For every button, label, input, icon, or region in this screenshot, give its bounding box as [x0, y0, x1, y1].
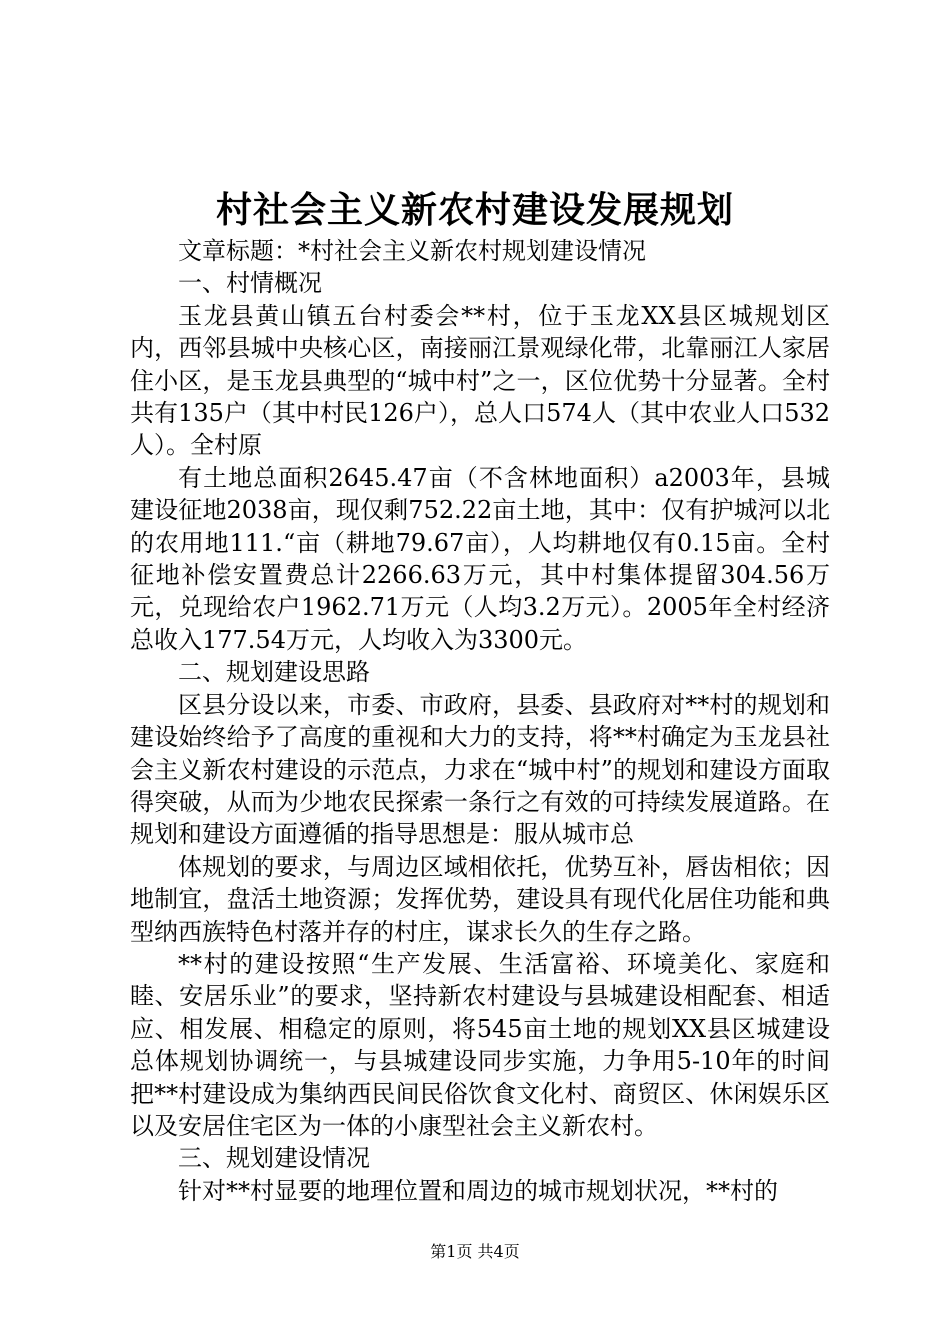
- heading-village-overview: 一、村情概况: [178, 269, 322, 298]
- paragraph-article-title: 文章标题：*村社会主义新农村规划建设情况: [178, 237, 646, 265]
- document-body: [130, 235, 830, 1207]
- paragraph-village-location: 玉龙县黄山镇五台村委会**村，位于玉龙XX县区城规划区内，西邻县城中央核心区，南接丽江景观绿化带，北靠丽江人家居住小区，是玉龙县典型的“城中村”之一，区位优势十分显著。全村共有135户（其中村民126户），总人口574人（其中农业人口532人）。全村原: [130, 301, 830, 460]
- paragraph-construction-goals: **村的建设按照“生产发展、生活富裕、环境美化、家庭和睦、安居乐业”的要求，坚持新农村建设与县城建设相配套、相适应、相发展、相稳定的原则，将545亩土地的规划XX县区城建设总体规划协调统一，与县城建设同步实施，力争用5-10年的时间把**村建设成为集纳西民间民俗饮食文化村、商贸区、休闲娱乐区以及安居住宅区为一体的小康型社会主义新农村。: [130, 949, 830, 1140]
- paragraph-land-area: 有土地总面积2645.47亩（不含林地面积）a2003年，县城建设征地2038亩，现仅剩752.22亩土地，其中：仅有护城河以北的农用地111.“亩（耕地79.67亩），人均耕地仅有0.15亩。全村征地补偿安置费总计2266.63万元，其中村集体提留304.56万元，兑现给农户1962.71万元（人均3.2万元）。2005年全村经济总收入177.54万元，人均收入为3300元。: [130, 463, 830, 654]
- page-number-footer: 第1页 共4页: [430, 1242, 520, 1261]
- paragraph-planning-support: 区县分设以来，市委、市政府，县委、县政府对**村的规划和建设始终给予了高度的重视和大力的支持，将**村确定为玉龙县社会主义新农村建设的示范点，力求在“城中村”的规划和建设方面取得突破，从而为少地农民探索一条行之有效的可持续发展道路。在规划和建设方面遵循的指导思想是：服从城市总: [130, 690, 830, 849]
- heading-planning-status: 三、规划建设情况: [178, 1144, 370, 1173]
- document-title: 村社会主义新农村建设发展规划: [215, 189, 734, 231]
- paragraph-planning-principles: 体规划的要求，与周边区域相依托，优势互补，唇齿相依；因地制宜，盘活土地资源；发挥优势，建设具有现代化居住功能和典型纳西族特色村落并存的村庄，谋求长久的生存之路。: [130, 852, 830, 946]
- heading-planning-ideas: 二、规划建设思路: [178, 658, 370, 687]
- paragraph-planning-status: 针对**村显要的地理位置和周边的城市规划状况，**村的: [178, 1176, 778, 1205]
